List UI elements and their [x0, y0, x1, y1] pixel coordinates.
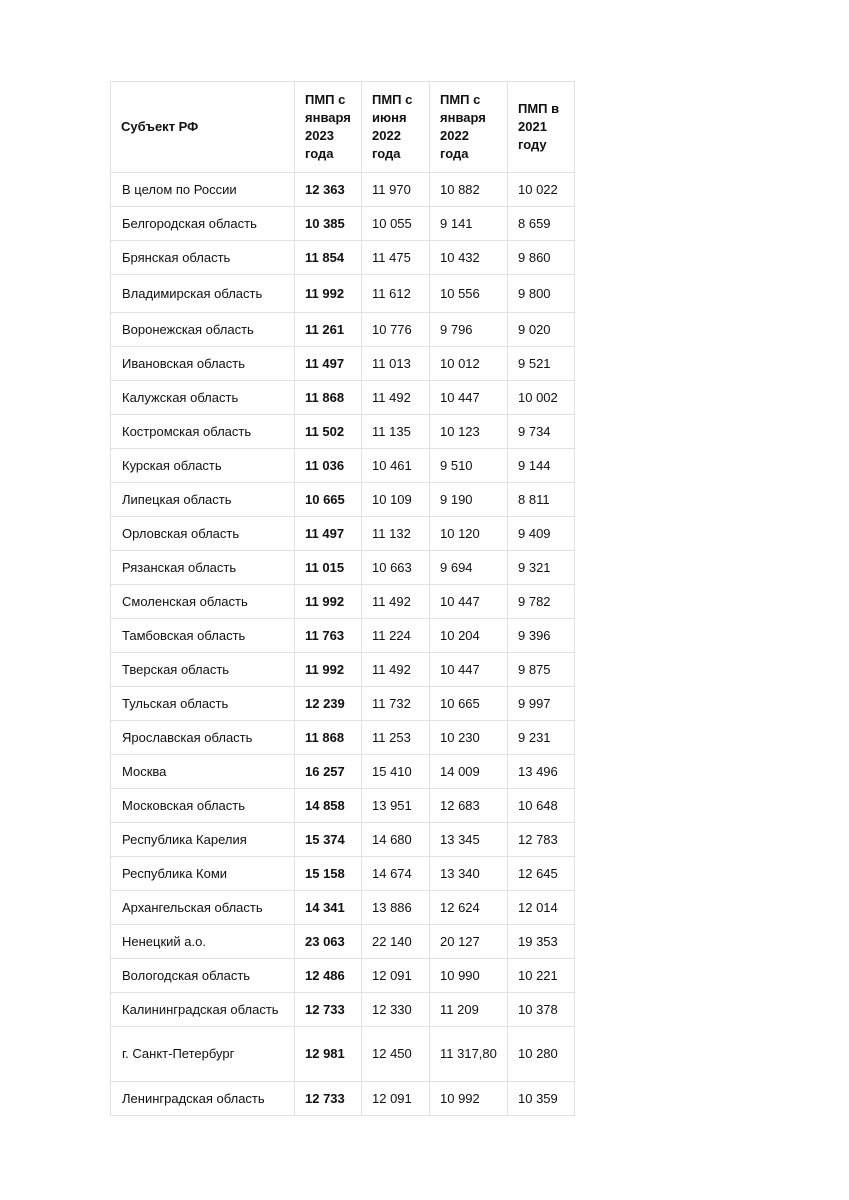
cell-pmp-jan-2022: 13 345: [430, 823, 508, 857]
table-header: [111, 82, 575, 173]
table-row: [111, 925, 575, 959]
cell-subject: Курская область: [111, 449, 295, 483]
table-row: [111, 415, 575, 449]
cell-subject: Смоленская область: [111, 585, 295, 619]
cell-pmp-2021: 9 782: [508, 585, 575, 619]
cell-pmp-2021: 12 645: [508, 857, 575, 891]
cell-pmp-2021: 9 997: [508, 687, 575, 721]
cell-pmp-jan-2023: 15 158: [295, 857, 362, 891]
cell-subject: Калининградская область: [111, 993, 295, 1027]
cell-pmp-jan-2023: 11 854: [295, 241, 362, 275]
table-row: [111, 173, 575, 207]
table-row: [111, 1027, 575, 1082]
cell-pmp-jan-2023: 11 763: [295, 619, 362, 653]
cell-subject: Московская область: [111, 789, 295, 823]
cell-pmp-jan-2023: 11 497: [295, 517, 362, 551]
cell-subject: Ярославская область: [111, 721, 295, 755]
cell-pmp-jan-2023: 12 486: [295, 959, 362, 993]
cell-pmp-jun-2022: 11 612: [362, 275, 430, 313]
cell-pmp-jan-2022: 11 317,80: [430, 1027, 508, 1082]
cell-pmp-jan-2022: 20 127: [430, 925, 508, 959]
header-row: [111, 82, 575, 173]
cell-pmp-jan-2022: 9 694: [430, 551, 508, 585]
cell-subject: Республика Карелия: [111, 823, 295, 857]
cell-pmp-2021: 10 002: [508, 381, 575, 415]
cell-subject: Рязанская область: [111, 551, 295, 585]
cell-subject: Тверская область: [111, 653, 295, 687]
table-row: [111, 313, 575, 347]
cell-pmp-jun-2022: 14 674: [362, 857, 430, 891]
cell-pmp-jan-2023: 14 341: [295, 891, 362, 925]
cell-pmp-jan-2023: 11 992: [295, 275, 362, 313]
table-row: [111, 207, 575, 241]
cell-pmp-2021: 10 221: [508, 959, 575, 993]
cell-pmp-jan-2023: 12 363: [295, 173, 362, 207]
cell-pmp-jun-2022: 10 109: [362, 483, 430, 517]
cell-pmp-jun-2022: 11 135: [362, 415, 430, 449]
cell-pmp-2021: 9 860: [508, 241, 575, 275]
cell-pmp-jan-2023: 23 063: [295, 925, 362, 959]
cell-pmp-jan-2023: 10 665: [295, 483, 362, 517]
cell-pmp-jan-2022: 9 190: [430, 483, 508, 517]
cell-pmp-jun-2022: 11 492: [362, 585, 430, 619]
cell-pmp-2021: 19 353: [508, 925, 575, 959]
cell-pmp-jan-2023: 11 036: [295, 449, 362, 483]
cell-pmp-jan-2022: 13 340: [430, 857, 508, 891]
cell-pmp-2021: 10 378: [508, 993, 575, 1027]
header-pmp-jan-2023: ПМП с января 2023 года: [295, 82, 362, 173]
cell-subject: Архангельская область: [111, 891, 295, 925]
table-row: [111, 619, 575, 653]
cell-pmp-jun-2022: 11 492: [362, 653, 430, 687]
cell-pmp-2021: 9 521: [508, 347, 575, 381]
table-row: [111, 959, 575, 993]
table-row: [111, 823, 575, 857]
cell-subject: Калужская область: [111, 381, 295, 415]
cell-pmp-jun-2022: 13 951: [362, 789, 430, 823]
cell-pmp-jan-2022: 10 123: [430, 415, 508, 449]
cell-pmp-2021: 9 321: [508, 551, 575, 585]
cell-pmp-jun-2022: 12 091: [362, 1082, 430, 1116]
cell-pmp-jan-2023: 11 868: [295, 381, 362, 415]
cell-pmp-jun-2022: 11 253: [362, 721, 430, 755]
cell-pmp-jun-2022: 12 450: [362, 1027, 430, 1082]
table-row: [111, 891, 575, 925]
cell-pmp-jan-2023: 11 497: [295, 347, 362, 381]
cell-pmp-jan-2022: 10 882: [430, 173, 508, 207]
cell-pmp-jan-2023: 11 992: [295, 585, 362, 619]
table-row: [111, 653, 575, 687]
cell-pmp-jan-2022: 10 556: [430, 275, 508, 313]
cell-pmp-jan-2022: 10 447: [430, 585, 508, 619]
cell-pmp-jun-2022: 11 732: [362, 687, 430, 721]
cell-subject: Владимирская область: [111, 275, 295, 313]
cell-subject: Воронежская область: [111, 313, 295, 347]
cell-pmp-jun-2022: 10 461: [362, 449, 430, 483]
table-row: [111, 347, 575, 381]
cell-pmp-2021: 8 659: [508, 207, 575, 241]
cell-pmp-jan-2022: 10 447: [430, 653, 508, 687]
cell-pmp-jun-2022: 10 663: [362, 551, 430, 585]
cell-pmp-2021: 10 022: [508, 173, 575, 207]
cell-pmp-jan-2023: 11 868: [295, 721, 362, 755]
cell-pmp-2021: 9 020: [508, 313, 575, 347]
cell-pmp-2021: 9 800: [508, 275, 575, 313]
cell-subject: Москва: [111, 755, 295, 789]
table-body: [111, 173, 575, 1116]
cell-pmp-jan-2022: 10 990: [430, 959, 508, 993]
header-subject: Субъект РФ: [111, 82, 295, 173]
cell-subject: Республика Коми: [111, 857, 295, 891]
cell-subject: В целом по России: [111, 173, 295, 207]
cell-pmp-jan-2022: 14 009: [430, 755, 508, 789]
cell-pmp-2021: 10 648: [508, 789, 575, 823]
table-row: [111, 517, 575, 551]
cell-subject: Липецкая область: [111, 483, 295, 517]
cell-pmp-jun-2022: 11 970: [362, 173, 430, 207]
cell-pmp-jan-2023: 11 992: [295, 653, 362, 687]
cell-pmp-jun-2022: 11 013: [362, 347, 430, 381]
cell-subject: Костромская область: [111, 415, 295, 449]
cell-pmp-2021: 9 875: [508, 653, 575, 687]
cell-pmp-jun-2022: 10 055: [362, 207, 430, 241]
cell-pmp-jan-2022: 9 141: [430, 207, 508, 241]
table-row: [111, 449, 575, 483]
table-row: [111, 483, 575, 517]
cell-pmp-jan-2022: 10 012: [430, 347, 508, 381]
cell-pmp-jun-2022: 13 886: [362, 891, 430, 925]
cell-subject: Орловская область: [111, 517, 295, 551]
cell-pmp-2021: 9 396: [508, 619, 575, 653]
cell-pmp-2021: 9 144: [508, 449, 575, 483]
table-row: [111, 381, 575, 415]
cell-pmp-jan-2022: 12 683: [430, 789, 508, 823]
cell-pmp-jan-2022: 12 624: [430, 891, 508, 925]
cell-pmp-jan-2022: 10 204: [430, 619, 508, 653]
cell-subject: Ленинградская область: [111, 1082, 295, 1116]
cell-subject: Белгородская область: [111, 207, 295, 241]
cell-pmp-jan-2023: 11 015: [295, 551, 362, 585]
cell-subject: Ненецкий а.о.: [111, 925, 295, 959]
subsistence-minimum-table: [110, 81, 575, 1116]
table-row: [111, 275, 575, 313]
cell-pmp-2021: 13 496: [508, 755, 575, 789]
table-row: [111, 721, 575, 755]
cell-pmp-2021: 12 014: [508, 891, 575, 925]
cell-pmp-jan-2022: 11 209: [430, 993, 508, 1027]
cell-subject: Тульская область: [111, 687, 295, 721]
cell-pmp-jan-2022: 10 230: [430, 721, 508, 755]
cell-pmp-jan-2022: 10 432: [430, 241, 508, 275]
cell-pmp-jun-2022: 11 475: [362, 241, 430, 275]
cell-pmp-jan-2023: 10 385: [295, 207, 362, 241]
cell-pmp-jun-2022: 11 224: [362, 619, 430, 653]
table-row: [111, 241, 575, 275]
cell-pmp-jun-2022: 12 330: [362, 993, 430, 1027]
cell-pmp-jan-2023: 14 858: [295, 789, 362, 823]
cell-pmp-jan-2022: 10 665: [430, 687, 508, 721]
cell-pmp-jun-2022: 22 140: [362, 925, 430, 959]
cell-pmp-2021: 12 783: [508, 823, 575, 857]
header-pmp-jan-2022: ПМП с января 2022 года: [430, 82, 508, 173]
table-row: [111, 755, 575, 789]
cell-pmp-jun-2022: 14 680: [362, 823, 430, 857]
cell-pmp-jan-2023: 11 502: [295, 415, 362, 449]
cell-pmp-jun-2022: 11 132: [362, 517, 430, 551]
cell-pmp-2021: 10 359: [508, 1082, 575, 1116]
cell-pmp-jan-2022: 10 447: [430, 381, 508, 415]
cell-pmp-jan-2023: 11 261: [295, 313, 362, 347]
cell-subject: г. Санкт-Петербург: [111, 1027, 295, 1082]
cell-pmp-2021: 10 280: [508, 1027, 575, 1082]
cell-pmp-jan-2022: 9 510: [430, 449, 508, 483]
cell-pmp-jan-2022: 9 796: [430, 313, 508, 347]
cell-subject: Тамбовская область: [111, 619, 295, 653]
cell-pmp-2021: 8 811: [508, 483, 575, 517]
cell-pmp-2021: 9 409: [508, 517, 575, 551]
table-row: [111, 585, 575, 619]
table-row: [111, 857, 575, 891]
cell-subject: Ивановская область: [111, 347, 295, 381]
cell-pmp-jan-2022: 10 992: [430, 1082, 508, 1116]
cell-subject: Вологодская область: [111, 959, 295, 993]
cell-pmp-jun-2022: 15 410: [362, 755, 430, 789]
table-row: [111, 1082, 575, 1116]
cell-pmp-jan-2022: 10 120: [430, 517, 508, 551]
table-row: [111, 993, 575, 1027]
cell-pmp-jan-2023: 12 239: [295, 687, 362, 721]
table-row: [111, 789, 575, 823]
table-row: [111, 551, 575, 585]
table-row: [111, 687, 575, 721]
cell-pmp-jun-2022: 11 492: [362, 381, 430, 415]
cell-pmp-jan-2023: 12 981: [295, 1027, 362, 1082]
cell-pmp-2021: 9 734: [508, 415, 575, 449]
cell-pmp-jan-2023: 15 374: [295, 823, 362, 857]
cell-subject: Брянская область: [111, 241, 295, 275]
cell-pmp-jun-2022: 10 776: [362, 313, 430, 347]
cell-pmp-jan-2023: 16 257: [295, 755, 362, 789]
cell-pmp-jan-2023: 12 733: [295, 993, 362, 1027]
cell-pmp-2021: 9 231: [508, 721, 575, 755]
cell-pmp-jun-2022: 12 091: [362, 959, 430, 993]
cell-pmp-jan-2023: 12 733: [295, 1082, 362, 1116]
header-pmp-jun-2022: ПМП с июня 2022 года: [362, 82, 430, 173]
header-pmp-2021: ПМП в 2021 году: [508, 82, 575, 173]
